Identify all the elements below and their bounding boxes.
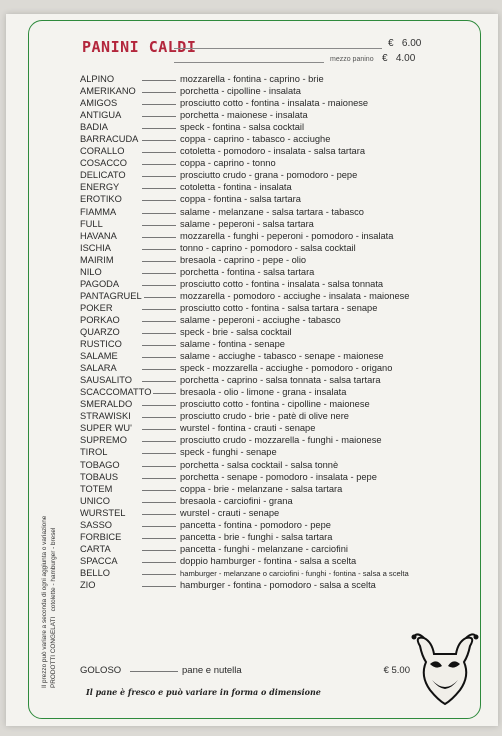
item-leader <box>142 309 176 310</box>
side-note-line2 <box>49 516 58 688</box>
item-leader <box>142 152 176 153</box>
item-ingredients: mozzarella - funghi - peperoni - pomodoro - insalata <box>180 230 394 241</box>
list-item <box>80 278 470 290</box>
list-item <box>80 97 470 109</box>
list-item <box>80 230 470 242</box>
list-item <box>80 121 470 133</box>
item-ingredients: salame - melanzane - salsa tartara - tabasco <box>180 206 364 217</box>
item-name: BADIA <box>80 122 108 133</box>
item-ingredients: cotoletta - pomodoro - insalata - salsa tartara <box>180 146 365 157</box>
item-name: NILO <box>80 266 102 277</box>
list-item <box>80 206 470 218</box>
list-item <box>80 519 470 531</box>
list-item <box>80 507 470 519</box>
item-ingredients: tonno - caprino - pomodoro - salsa cocktail <box>180 242 356 253</box>
list-item <box>80 145 470 157</box>
item-leader <box>142 429 176 430</box>
item-name: BELLO <box>80 567 110 578</box>
side-note <box>40 516 58 688</box>
item-ingredients: porchetta - fontina - salsa tartara <box>180 266 315 277</box>
item-name: BARRACUDA <box>80 134 139 145</box>
item-name: RUSTICO <box>80 339 122 350</box>
item-leader <box>142 417 176 418</box>
price-leader-half <box>174 62 324 63</box>
item-ingredients: pancetta - funghi - melanzane - carciofini <box>180 543 348 554</box>
item-name: ZIO <box>80 579 96 590</box>
item-leader <box>142 562 176 563</box>
item-leader <box>142 514 176 515</box>
item-name: PANTAGRUEL <box>80 290 142 301</box>
half-price-currency: € <box>381 53 388 64</box>
list-item <box>80 266 470 278</box>
list-item <box>80 386 470 398</box>
item-name: SUPER WU' <box>80 423 132 434</box>
item-ingredients: speck - brie - salsa cocktail <box>180 326 292 337</box>
item-name: TOBAUS <box>80 471 119 482</box>
item-ingredients: bresaola - olio - limone - grana - insalata <box>180 387 347 398</box>
item-leader <box>142 261 176 262</box>
item-leader <box>142 92 176 93</box>
item-leader <box>142 369 176 370</box>
item-leader <box>153 393 176 394</box>
item-ingredients: cotoletta - fontina - insalata <box>180 182 292 193</box>
list-item <box>80 446 470 458</box>
list-item <box>80 218 470 230</box>
item-name: FIAMMA <box>80 206 117 217</box>
item-leader <box>142 466 176 467</box>
list-item <box>80 567 470 579</box>
list-item <box>80 459 470 471</box>
list-item <box>80 543 470 555</box>
item-name: COSACCO <box>80 158 128 169</box>
list-item <box>80 495 470 507</box>
item-name: SASSO <box>80 519 113 530</box>
item-ingredients: bresaola - caprino - pepe - olio <box>180 254 307 265</box>
item-name: ENERGY <box>80 182 120 193</box>
item-name: ANTIGUA <box>80 110 122 121</box>
item-leader <box>142 285 176 286</box>
item-name: TOBAGO <box>80 459 120 470</box>
item-leader <box>142 273 176 274</box>
item-ingredients: coppa - caprino - tonno <box>180 158 276 169</box>
item-leader <box>142 200 176 201</box>
item-name: AMIGOS <box>80 98 118 109</box>
item-ingredients: coppa - fontina - salsa tartara <box>180 194 301 205</box>
list-item <box>80 290 470 302</box>
item-leader <box>142 405 176 406</box>
main-price <box>388 38 421 49</box>
item-ingredients: prosciutto cotto - fontina - insalata - salsa tonnata <box>180 278 384 289</box>
item-ingredients: wurstel - crauti - senape <box>180 507 280 518</box>
bread-note: Il pane è fresco e può variare in forma o dimensione <box>86 687 321 697</box>
jester-mask-icon <box>410 632 480 710</box>
item-leader <box>142 490 176 491</box>
item-ingredients: speck - mozzarella - acciughe - pomodoro - origano <box>180 363 393 374</box>
item-ingredients: prosciutto cotto - fontina - insalata - maionese <box>180 98 369 109</box>
list-item <box>80 531 470 543</box>
item-ingredients: coppa - brie - melanzane - salsa tartara <box>180 483 343 494</box>
item-name: PORKAO <box>80 314 120 325</box>
list-item <box>80 254 470 266</box>
item-ingredients: prosciutto crudo - grana - pomodoro - pepe <box>180 170 358 181</box>
item-leader <box>142 538 176 539</box>
item-name: FORBICE <box>80 531 122 542</box>
item-ingredients: wurstel - fontina - crauti - senape <box>180 423 316 434</box>
item-name: DELICATO <box>80 170 126 181</box>
item-leader <box>142 249 176 250</box>
list-item <box>80 338 470 350</box>
item-leader <box>142 164 176 165</box>
item-ingredients: salame - acciughe - tabasco - senape - maionese <box>180 351 384 362</box>
main-price-currency: € <box>388 38 394 49</box>
item-ingredients: porchetta - cipolline - insalata <box>180 86 301 97</box>
item-ingredients: bresaola - carciofini - grana <box>180 495 293 506</box>
list-item <box>80 350 470 362</box>
goloso-ingredients: pane e nutella <box>182 665 242 676</box>
item-leader <box>142 345 176 346</box>
item-name: CARTA <box>80 543 111 554</box>
item-ingredients: porchetta - maionese - insalata <box>180 110 308 121</box>
item-ingredients: speck - fontina - salsa cocktail <box>180 122 305 133</box>
item-leader <box>142 586 176 587</box>
item-leader <box>142 453 176 454</box>
main-price-value: 6.00 <box>401 38 422 49</box>
item-ingredients: mozzarella - pomodoro - acciughe - insalata - maionese <box>180 290 410 301</box>
item-name: QUARZO <box>80 326 120 337</box>
list-item <box>80 193 470 205</box>
list-item <box>80 73 470 85</box>
list-item <box>80 133 470 145</box>
item-ingredients: pancetta - brie - funghi - salsa tartara <box>180 531 333 542</box>
item-name: HAVANA <box>80 230 117 241</box>
list-item <box>80 555 470 567</box>
list-item <box>80 471 470 483</box>
frozen-items: cotolette - hamburger - bresel <box>50 527 57 612</box>
item-name: EROTIKO <box>80 194 122 205</box>
item-ingredients: coppa - caprino - tabasco - acciughe <box>180 134 331 145</box>
item-name: WURSTEL <box>80 507 126 518</box>
list-item <box>80 398 470 410</box>
item-ingredients: speck - funghi - senape <box>180 447 277 458</box>
item-name: TIROL <box>80 447 108 458</box>
item-leader <box>142 176 176 177</box>
item-name: TOTEM <box>80 483 113 494</box>
item-name: SALARA <box>80 363 117 374</box>
item-name: SALAME <box>80 351 118 362</box>
list-item <box>80 314 470 326</box>
item-name: SPACCA <box>80 555 118 566</box>
goloso-name: GOLOSO <box>80 665 122 676</box>
item-leader <box>142 333 176 334</box>
item-ingredients: prosciutto crudo - mozzarella - funghi - maionese <box>180 435 382 446</box>
item-ingredients: prosciutto cotto - fontina - salsa tartara - senape <box>180 302 378 313</box>
item-leader <box>142 550 176 551</box>
item-ingredients: salame - peperoni - acciughe - tabasco <box>180 314 341 325</box>
list-item <box>80 169 470 181</box>
goloso-leader <box>130 671 178 672</box>
item-ingredients: porchetta - caprino - salsa tonnata - salsa tartara <box>180 375 381 386</box>
item-name: STRAWISKI <box>80 411 131 422</box>
item-leader <box>142 140 176 141</box>
list-item <box>80 434 470 446</box>
list-item <box>80 157 470 169</box>
item-name: UNICO <box>80 495 110 506</box>
item-ingredients: mozzarella - fontina - caprino - brie <box>180 74 324 84</box>
item-ingredients: prosciutto cotto - fontina - cipolline - maionese <box>180 399 370 410</box>
item-leader <box>142 213 176 214</box>
item-name: SUPREMO <box>80 435 128 446</box>
item-leader <box>142 116 176 117</box>
item-ingredients: salame - fontina - senape <box>180 339 285 350</box>
half-price-value: 4.00 <box>395 53 416 64</box>
list-item <box>80 85 470 97</box>
item-name: AMERIKANO <box>80 86 136 97</box>
frozen-label: PRODOTTI CONGELATI <box>50 616 57 688</box>
list-item <box>80 410 470 422</box>
item-ingredients: porchetta - senape - pomodoro - insalata - pepe <box>180 471 377 482</box>
item-leader <box>142 526 176 527</box>
item-leader <box>142 321 176 322</box>
list-item <box>80 109 470 121</box>
item-name: ISCHIA <box>80 242 111 253</box>
goloso-price: € 5.00 <box>383 665 410 676</box>
item-leader <box>142 357 176 358</box>
item-leader <box>144 297 176 298</box>
list-item <box>80 422 470 434</box>
item-name: SAUSALITO <box>80 375 133 386</box>
item-leader <box>142 128 176 129</box>
item-leader <box>142 188 176 189</box>
list-item <box>80 302 470 314</box>
item-name: ALPINO <box>80 74 115 84</box>
item-name: SCACCOMATTO <box>80 387 152 398</box>
item-ingredients: hamburger - fontina - pomodoro - salsa a scelta <box>180 579 376 590</box>
item-leader <box>142 502 176 503</box>
menu-title: PANINI CALDI <box>82 38 197 56</box>
item-name: POKER <box>80 302 113 313</box>
side-note-line1: Il prezzo può variare a seconda di ogni aggiunta o variazione <box>41 515 48 688</box>
item-name: CORALLO <box>80 146 125 157</box>
item-leader <box>142 441 176 442</box>
item-name: FULL <box>80 218 103 229</box>
list-item <box>80 362 470 374</box>
item-name: SMERALDO <box>80 399 133 410</box>
list-item <box>80 579 470 591</box>
item-ingredients: hamburger - melanzane o carciofini - funghi - fontina - salsa a scelta <box>180 568 409 578</box>
item-ingredients: prosciutto crudo - brie - patè di olive nere <box>180 411 349 422</box>
list-item <box>80 181 470 193</box>
item-ingredients: pancetta - fontina - pomodoro - pepe <box>180 519 331 530</box>
item-leader <box>142 574 176 575</box>
list-item <box>80 374 470 386</box>
item-leader <box>142 104 176 105</box>
item-ingredients: salame - peperoni - salsa tartara <box>180 218 314 229</box>
item-leader <box>142 381 176 382</box>
list-item <box>80 483 470 495</box>
list-item <box>80 242 470 254</box>
half-price-label: mezzo panino <box>330 56 374 63</box>
item-ingredients: doppio hamburger - fontina - salsa a scelta <box>180 555 357 566</box>
item-leader <box>142 478 176 479</box>
list-item <box>80 326 470 338</box>
item-leader <box>142 237 176 238</box>
item-name: PAGODA <box>80 278 120 289</box>
item-leader <box>142 225 176 226</box>
half-price <box>330 53 415 64</box>
goloso-row <box>80 665 410 676</box>
item-ingredients: porchetta - salsa cocktail - salsa tonnè <box>180 459 339 470</box>
sandwich-list <box>80 73 470 591</box>
item-name: MAIRIM <box>80 254 114 265</box>
price-leader-main <box>174 48 382 49</box>
item-leader <box>142 80 176 81</box>
